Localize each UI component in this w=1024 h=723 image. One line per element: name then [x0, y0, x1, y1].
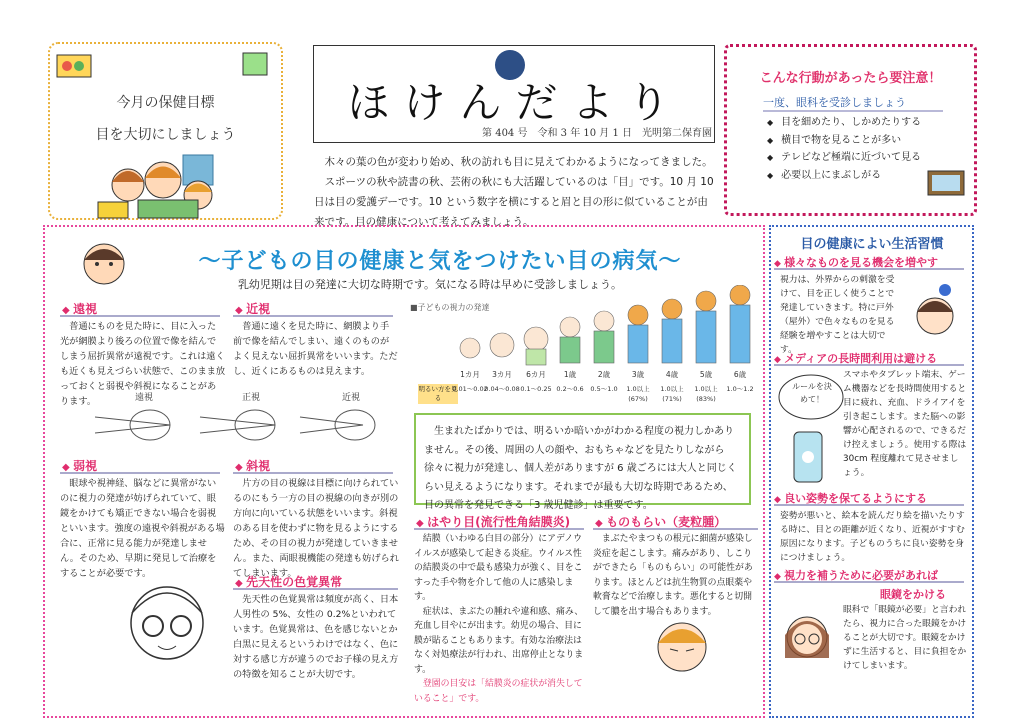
attention-title: こんな行動があったら要注意！ [759, 71, 942, 86]
hayarime-attendance-note: 登園の目安は「結膜炎の症状が消失していること」です。 [414, 679, 583, 704]
enshi-text: 普通にものを見た時に、目に入った光が網膜より後ろの位置で像を結んでしまう屈折異常が遠視です。これは遠くも近くも見えづらい状態で、このまま放っておくと弱視や斜視になることがあります。 [60, 321, 226, 407]
attention-list [767, 114, 921, 184]
diagram-label-enshi: 遠視 [135, 393, 154, 403]
vision-value: 0.5〜1.0 [590, 385, 618, 393]
section-title-jakushi: ◆ 弱視 [60, 457, 220, 474]
age-label: 6歳 [733, 370, 747, 379]
lifestyle-section-2-text: スマホやタブレット端末、ゲーム機器などを長時間使用すると目に疲れ、充血、ドライアイを引き起こします。また脳への影響が心配されるので、できるだけ控えましょう。使用する際は 30cm 程度離れて見させましょう。 [843, 370, 967, 478]
article-headline: ～子どもの目の健康と気をつけたい目の病気～ [198, 249, 682, 274]
child-eye-pain-illustration [650, 615, 715, 675]
vision-value: 1.0以上(67%) [626, 385, 650, 403]
lifestyle-section-4-title: ◆ 視力を補うために必要があれば [774, 567, 964, 583]
child-with-glasses-illustration [120, 568, 215, 678]
attention-subtitle: 一度、眼科を受診しましょう [763, 94, 943, 112]
section-title-shikikaku: ◆ 先天性の色覚異常 [233, 573, 398, 590]
eye-refraction-diagram [95, 405, 395, 445]
tv-illustration [925, 168, 967, 204]
attention-item: ◆ 必要以上にまぶしがる [767, 167, 921, 185]
diagram-label-kinshi: 近視 [342, 393, 361, 403]
lifestyle-title: 目の健康によい生活習慣 [800, 237, 944, 252]
family-reading-illustration [88, 150, 238, 220]
shashi-text: 片方の目の視線は目標に向けられているのにもう一方の目の視線の向きが別の方向に向いている状態をいいます。斜視のある目を使わずに物を見るようにするため、その目の視力が発達していきません。また、両眼視機能の発達も妨げられてしまいます。 [233, 478, 399, 579]
vision-value: 1.0以上(83%) [694, 385, 718, 403]
section-title-shashi: ◆ 斜視 [233, 457, 393, 474]
attention-item: ◆ テレビなど極端に近づいて見る [767, 149, 921, 167]
age-label: 6カ月 [526, 370, 546, 379]
shikikaku-text: 先天性の色覚異常は頻度が高く、日本人男性の 5%、女性の 0.2%といわれています。色覚異常は、色を感じないとか白黒に見えるというわけではなく、色に対する感じ方が違うのでお子様の見え方の特徴を知ることが大切です。 [233, 594, 399, 680]
monomorai-text: まぶたやまつもの根元に細菌が感染し炎症を起こします。痛みがあり、しこりができたら「ものもらい」の可能性があります。ほとんどは抗生物質の点眼薬や軟膏などで治療します。悪化すると切開して膿を出す場合もあります。 [593, 534, 753, 617]
lifestyle-section-2-title: ◆ メディアの長時間利用は避ける [774, 350, 964, 366]
lifestyle-section-4-title-2: 眼鏡をかける [880, 588, 946, 601]
lifestyle-section-1-text: 視力は、外界からの刺激を受けて、目を正しく使うことで発達していきます。特に戸外（屋外）で色々なものを見る経験を増やすことは大切です。 [780, 275, 895, 355]
child-pointing-illustration [905, 280, 965, 345]
age-label: 1歳 [563, 370, 577, 379]
age-label: 3カ月 [492, 370, 512, 379]
age-label: 4歳 [665, 370, 679, 379]
intro-text [314, 152, 716, 232]
woman-with-glasses-illustration [776, 603, 838, 668]
intro-paragraph-1: 木々の葉の色が変わり始め、秋の訪れも目に見えてわかるようになってきました。 [324, 156, 713, 168]
intro-paragraph-2: スポーツの秋や読書の秋、芸術の秋にも大活躍しているのは「目」です。10 月 10 日は目の愛護デーです。10 という数字を横にすると眉と目の形に似ていることが由来です。目の健康について考えてみましょう。 [314, 176, 714, 228]
hayarime-text: 結膜（いわゆる白目の部分）にアデノウイルスが感染して起きる炎症。ウイルス性の結膜炎の中で最も感染力が強く、目をこすった手や物を介して他の人に感染します。 症状は、まぶたの腫れや違和感、痛み、充血し目やにが出ます。幼児の場合、目に膜が貼ることもあります。有効な治療法はなく対処療法が行われ、出席停止となります。 登園の目安は「結膜炎の症状が消失していること」です。 [414, 532, 584, 706]
lifestyle-section-1-title: ◆ 様々なものを見る機会を増やす [774, 254, 964, 270]
kinshi-text: 普通に遠くを見た時に、網膜より手前で像を結んでしまい、遠くのものがよく見えない屈折異常をいいます。ただし、近くにあるものは見えます。 [233, 321, 398, 377]
article-subhead: 乳幼児期は目の発達に大切な時期です。気になる時は早めに受診しましょう。 [237, 278, 623, 291]
age-label: 5歳 [699, 370, 713, 379]
vision-chart-title: ■子どもの視力の発達 [410, 303, 490, 312]
book-icon [55, 50, 95, 80]
age-label: 3歳 [631, 370, 645, 379]
vision-development-note: 生まれたばかりでは、明るいか暗いかがわかる程度の視力しかありません。その後、周囲の人の顔や、おもちゃなどを見たりしながら徐々に視力が発達し、個人差がありますが 6 歳ごろには大人と同じくらい見えるようになります。それまでが最も大切な時期であるため、目の異常を発見できる「3 歳児健診」は重要です。 [414, 413, 751, 505]
speech-bubble-text: ルールを決めて！ [792, 382, 832, 404]
issue-info: 第 404 号 令和 3 年 10 月 1 日 光明第二保育園 [482, 128, 712, 139]
section-title-monomorai: ◆ ものもらい（麦粒腫） [593, 513, 758, 530]
section-title-hayarime: ◆ はやり目(流行性角結膜炎) [414, 513, 584, 530]
goal-label: 今月の保健目標 [116, 95, 215, 111]
goal-text: 目を大切にしましょう [95, 127, 236, 143]
newsletter-title: ほけんだより [347, 78, 684, 127]
vision-value: 0.04〜0.08 [484, 385, 520, 393]
attention-item: ◆ 横目で物を見ることが多い [767, 132, 921, 150]
lifestyle-section-3-text: 姿勢が悪いと、絵本を読んだり絵を描いたりする時に、目との距離が近くなり、近視がすすむ原因になります。子どものうちに良い姿勢を身につけましょう。 [780, 511, 965, 563]
vision-value: 1.0以上(71%) [660, 385, 684, 403]
jakushi-text: 眼球や視神経、脳などに異常がないのに視力の発達が妨げられていて、眼鏡をかけても矯正できない場合を弱視といいます。強度の遠視や斜視がある場合に、正常に見る能力が発達しません。そのため、早期に発見して治療をすることが必要です。 [60, 478, 225, 579]
attention-item: ◆ 目を細めたり、しかめたりする [767, 114, 921, 132]
vision-row-label: 明るい方を見る [418, 385, 458, 402]
vision-value: 0.01〜0.02 [452, 385, 488, 393]
section-title-enshi: ◆ 遠視 [60, 300, 220, 317]
age-label: 2歳 [597, 370, 611, 379]
lifestyle-section-3-title: ◆ 良い姿勢を保てるようにする [774, 490, 964, 506]
lifestyle-section-4-text: 眼科で「眼鏡が必要」と言われたら、視力に合った眼鏡をかけることが大切です。眼鏡をかけずに生活すると、目に負担をかけてしまいます。 [843, 605, 967, 671]
vision-value: 0.1〜0.25 [520, 385, 552, 393]
children-growth-illustration [458, 285, 753, 367]
smartphone-illustration [790, 430, 830, 488]
age-label: 1カ月 [460, 370, 480, 379]
diagram-label-seishi: 正視 [242, 393, 261, 403]
section-title-kinshi: ◆ 近視 [233, 300, 393, 317]
vision-value: 1.0〜1.2 [726, 385, 754, 393]
notebook-icon [240, 50, 270, 78]
vision-value: 0.2〜0.6 [556, 385, 584, 393]
